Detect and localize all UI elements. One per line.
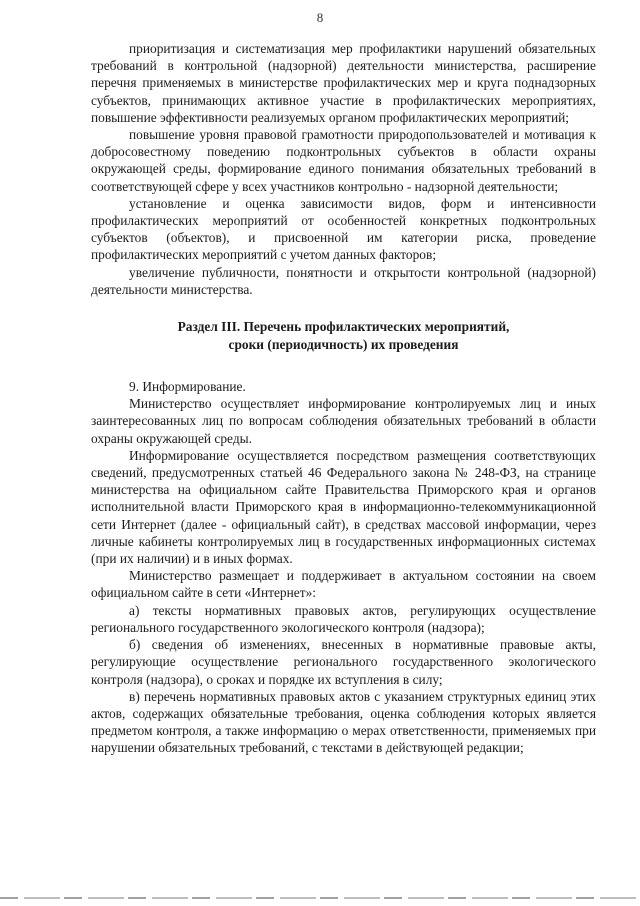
list-item: в) перечень нормативных правовых актов с указанием структурных единиц этих актов, содержащих обязательные требования, оценка соблюдения которых является предметом контроля, а также информацию о мерах ответственности, применяемых при нарушении обязательных требований, с текстами в действующей редакции;: [91, 688, 596, 756]
list-item: а) тексты нормативных правовых актов, регулирующих осуществление регионального государственного экологического контроля (надзора);: [91, 602, 596, 635]
page-number: 8: [316, 10, 324, 25]
subsection-title: 9. Информирование.: [129, 379, 246, 395]
paragraph: Министерство осуществляет информирование контролируемых лиц и иных заинтересованных лиц по вопросам соблюдения обязательных требований в области охраны окружающей среды.: [91, 396, 596, 446]
section-heading-line: Раздел III. Перечень профилактических мероприятий,: [177, 319, 510, 335]
document-body: [91, 40, 596, 757]
section-heading-line: сроки (периодичность) их проведения: [228, 337, 459, 353]
list-item: б) сведения об изменениях, внесенных в нормативные правовые акты, регулирующие осуществление регионального государственного экологического контроля (надзора), о сроках и порядке их вступления в силу;: [91, 637, 596, 687]
scan-edge-artifact: [0, 897, 640, 899]
paragraph: Министерство размещает и поддерживает в актуальном состоянии на своем официальном сайте в сети «Интернет»:: [91, 568, 596, 601]
paragraph: увеличение публичности, понятности и открытости контрольной (надзорной) деятельности министерства.: [91, 264, 596, 297]
paragraph: установление и оценка зависимости видов, форм и интенсивности профилактических мероприятий от особенностей конкретных подконтрольных субъектов (объектов), и присвоенной им категории риска, проведение профилактических мероприятий с учетом данных факторов;: [91, 195, 596, 263]
paragraph: приоритизация и систематизация мер профилактики нарушений обязательных требований в контрольной (надзорной) деятельности министерства, расширение перечня применяемых в министерстве профилактических мер и круга поднадзорных субъектов, принимающих активное участие в профилактических мероприятиях, повышение эффективности реализуемых органом профилактических мероприятий;: [91, 41, 596, 125]
paragraph: Информирование осуществляется посредством размещения соответствующих сведений, предусмотренных статьей 46 Федерального закона № 248-ФЗ, на странице министерства на официальном сайте Правительства Приморского края и органов исполнительной власти Приморского края в информационно-телекоммуникационной сети Интернет (далее - официальный сайт), в средствах массовой информации, через личные кабинеты контролируемых лиц в государственных информационных системах (при их наличии) и в иных формах.: [91, 447, 596, 567]
paragraph: повышение уровня правовой грамотности природопользователей и мотивация к добросовестному поведению подконтрольных субъектов в области охраны окружающей среды, формирование единого понимания обязательных требований в соответствующей сфере у всех участников контрольно - надзорной деятельности;: [91, 127, 596, 194]
section-heading: [91, 318, 596, 354]
